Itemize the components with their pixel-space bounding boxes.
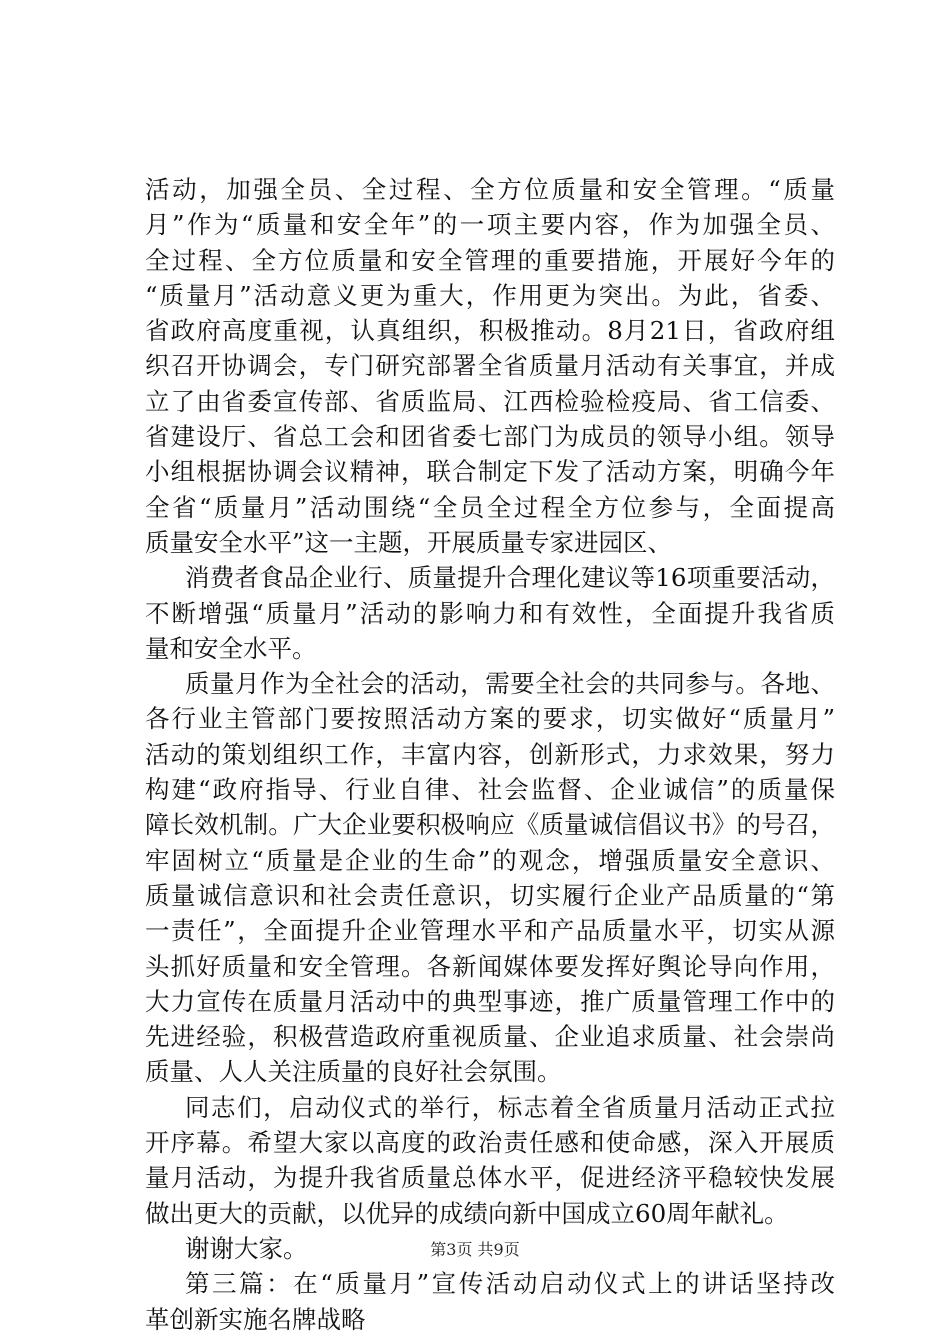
text-line: 第三篇：在“质量月”宣传活动启动仪式上的讲话坚持改	[185, 1269, 835, 1299]
text-line: 织召开协调会，专门研究部署全省质量月活动有关事宜，并成	[145, 351, 835, 381]
text-line: 各行业主管部门要按照活动方案的要求，切实做好“质量月”	[145, 704, 835, 734]
text-line: 障长效机制。广大企业要积极响应《质量诚信倡议书》的号召，	[145, 810, 835, 840]
text-line: 全省“质量月”活动围绕“全员全过程全方位参与，全面提高	[145, 492, 835, 522]
text-line: 量和安全水平。	[145, 633, 317, 663]
text-line: 质量诚信意识和社会责任意识，切实履行企业产品质量的“第	[145, 880, 835, 910]
text-line: 大力宣传在质量月活动中的典型事迹，推广质量管理工作中的	[145, 986, 835, 1016]
text-line: 质量、人人关注质量的良好社会氛围。	[145, 1057, 562, 1087]
text-line: 做出更大的贡献，以优异的成绩向新中国成立60周年献礼。	[145, 1198, 789, 1228]
text-line: 头抓好质量和安全管理。各新闻媒体要发挥好舆论导向作用，	[145, 951, 835, 981]
text-line: 质量月作为全社会的活动，需要全社会的共同参与。各地、	[185, 669, 835, 699]
text-line: 谢谢大家。	[185, 1233, 308, 1263]
text-line: 开序幕。希望大家以高度的政治责任感和使命感，深入开展质	[145, 1128, 835, 1158]
text-line: 构建“政府指导、行业自律、社会监督、企业诚信”的质量保	[145, 775, 835, 805]
text-line: 不断增强“质量月”活动的影响力和有效性，全面提升我省质	[145, 598, 835, 628]
text-line: 牢固树立“质量是企业的生命”的观念，增强质量安全意识、	[145, 845, 835, 875]
text-line: 量月活动，为提升我省质量总体水平，促进经济平稳较快发展	[145, 1163, 835, 1193]
text-line: 立了由省委宣传部、省质监局、江西检验检疫局、省工信委、	[145, 386, 835, 416]
text-line: 活动的策划组织工作，丰富内容，创新形式，力求效果，努力	[145, 739, 835, 769]
text-line: 全过程、全方位质量和安全管理的重要措施，开展好今年的	[145, 245, 835, 275]
text-line: 活动，加强全员、全过程、全方位质量和安全管理。“质量	[145, 175, 835, 204]
text-line: 小组根据协调会议精神，联合制定下发了活动方案，明确今年	[145, 457, 835, 487]
document-body	[145, 172, 835, 1337]
text-line: 省政府高度重视，认真组织，积极推动。8月21日，省政府组	[145, 316, 835, 346]
page-footer: 第3页 共9页	[430, 1240, 520, 1259]
text-line: 月”作为“质量和安全年”的一项主要内容，作为加强全员、	[145, 210, 835, 240]
text-line: 先进经验，积极营造政府重视质量、企业追求质量、社会崇尚	[145, 1022, 835, 1052]
text-line: “质量月”活动意义更为重大，作用更为突出。为此，省委、	[145, 280, 835, 310]
text-line: 消费者食品企业行、质量提升合理化建议等16项重要活动，	[185, 563, 835, 593]
text-line: 一责任”，全面提升企业管理水平和产品质量水平，切实从源	[145, 916, 835, 946]
text-line: 革创新实施名牌战略	[145, 1304, 366, 1334]
text-line: 同志们，启动仪式的举行，标志着全省质量月活动正式拉	[185, 1092, 835, 1122]
text-line: 省建设厅、省总工会和团省委七部门为成员的领导小组。领导	[145, 422, 835, 452]
text-line: 质量安全水平”这一主题，开展质量专家进园区、	[145, 527, 673, 557]
